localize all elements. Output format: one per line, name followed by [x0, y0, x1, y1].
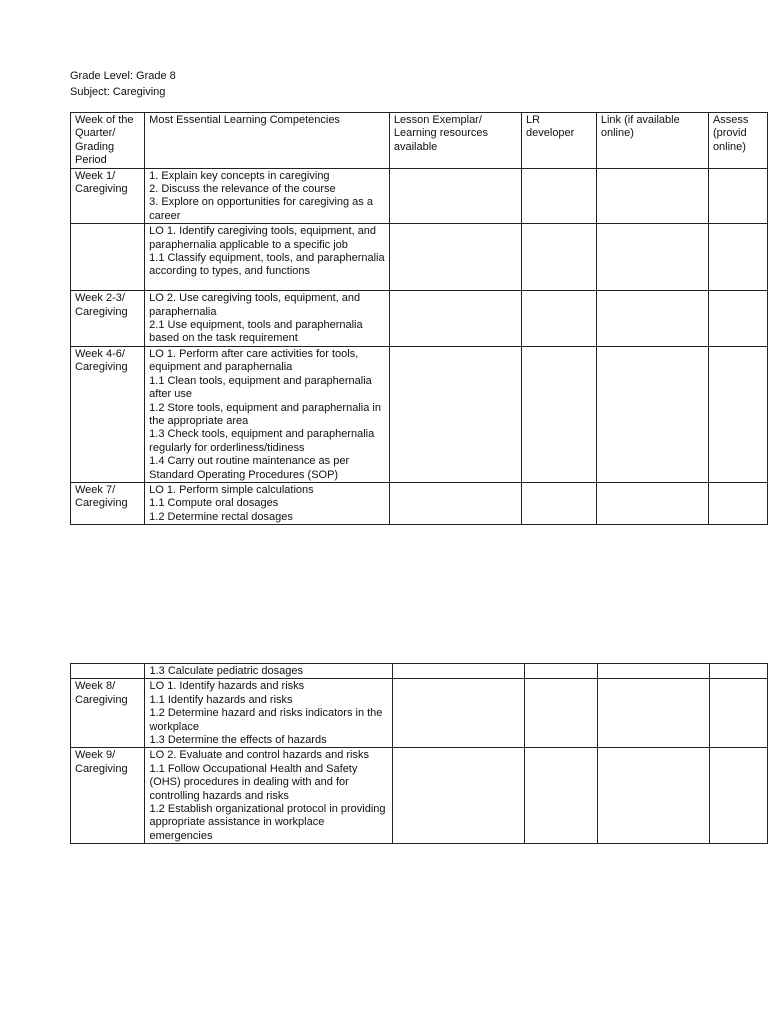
table-header-row [71, 113, 768, 169]
empty-cell [524, 679, 597, 748]
empty-cell [389, 291, 521, 347]
competency-item: 1. Explain key concepts in caregiving [149, 169, 330, 182]
table-row [71, 664, 768, 679]
empty-cell [708, 291, 767, 347]
empty-cell [709, 679, 767, 748]
empty-cell [709, 748, 767, 844]
column-header-competencies: Most Essential Learning Competencies [145, 113, 390, 169]
competencies-cell [145, 748, 392, 844]
table-row [71, 346, 768, 482]
empty-cell [392, 679, 524, 748]
competency-item: 3. Explore on opportunities for caregiving as a career [149, 196, 373, 222]
empty-cell [524, 748, 597, 844]
competency-item: 1.1 Compute oral dosages [149, 497, 279, 510]
empty-cell [389, 224, 521, 291]
column-header-lesson-exemplar: Lesson Exemplar/ Learning resources available [389, 113, 521, 169]
competency-item: 1.2 Store tools, equipment and paraphernalia in the appropriate area [149, 401, 381, 427]
competencies-cell [145, 168, 390, 224]
competencies-cell [145, 679, 392, 748]
empty-cell [522, 224, 597, 291]
table-row [71, 748, 768, 844]
competencies-cell [145, 291, 390, 347]
competency-item: LO 1. Perform simple calculations [149, 483, 314, 496]
empty-cell [392, 664, 524, 679]
competency-item: 1.2 Determine hazard and risks indicators in the workplace [149, 707, 383, 733]
competency-item: 1.1 Identify hazards and risks [149, 693, 293, 706]
competencies-cell [145, 664, 392, 679]
column-header-week: Week of the Quarter/ Grading Period [71, 113, 145, 169]
empty-cell [708, 482, 767, 524]
column-header-assessment: Assess (provid online) [708, 113, 767, 169]
empty-cell [522, 291, 597, 347]
empty-cell [389, 168, 521, 224]
week-cell [71, 224, 145, 291]
competency-item: LO 1. Identify hazards and risks [149, 680, 305, 693]
empty-cell [596, 291, 708, 347]
empty-cell [596, 224, 708, 291]
empty-cell [392, 748, 524, 844]
competency-item: 1.3 Check tools, equipment and paraphernalia regularly for orderliness/tidiness [149, 428, 375, 454]
document-header [70, 69, 176, 100]
week-cell: Week 9/ Caregiving [71, 748, 145, 844]
competency-item: 1.4 Carry out routine maintenance as per Standard Operating Procedures (SOP) [149, 455, 350, 481]
competencies-cell [145, 482, 390, 524]
table-row [71, 679, 768, 748]
week-cell: Week 4-6/ Caregiving [71, 346, 145, 482]
table-row [71, 168, 768, 224]
empty-cell [708, 224, 767, 291]
empty-cell [524, 664, 597, 679]
subject: Subject: Caregiving [70, 85, 166, 98]
table-row [71, 224, 768, 291]
competency-table-page-2 [70, 663, 768, 844]
table-row [71, 291, 768, 347]
week-cell: Week 8/ Caregiving [71, 679, 145, 748]
empty-cell [389, 482, 521, 524]
column-header-link: Link (if available online) [596, 113, 708, 169]
empty-cell [598, 679, 710, 748]
competencies-cell [145, 224, 390, 291]
week-cell [71, 664, 145, 679]
empty-cell [598, 748, 710, 844]
competency-item: LO 1. Perform after care activities for tools, equipment and paraphernalia [149, 347, 359, 374]
competency-table-page-1 [70, 112, 768, 525]
empty-cell [709, 664, 767, 679]
competency-item: 1.1 Follow Occupational Health and Safety (OHS) procedures in dealing with and for controlling hazards and risks [149, 762, 358, 802]
competency-item: 1.3 Calculate pediatric dosages [149, 665, 303, 677]
empty-cell [522, 168, 597, 224]
grade-level: Grade Level: Grade 8 [70, 70, 176, 82]
competency-item: 2.1 Use equipment, tools and paraphernalia based on the task requirement [149, 319, 363, 345]
competencies-cell [145, 346, 390, 482]
week-cell: Week 2-3/ Caregiving [71, 291, 145, 347]
empty-cell [708, 168, 767, 224]
competency-item: 1.3 Determine the effects of hazards [149, 734, 327, 747]
empty-cell [598, 664, 710, 679]
competency-item: 1.1 Clean tools, equipment and paraphernalia after use [149, 374, 372, 401]
week-cell: Week 7/ Caregiving [71, 482, 145, 524]
empty-cell [596, 168, 708, 224]
competency-item: LO 2. Use caregiving tools, equipment, and paraphernalia [149, 292, 361, 318]
empty-cell [522, 346, 597, 482]
competency-item: 1.2 Determine rectal dosages [149, 510, 293, 523]
competency-item: LO 1. Identify caregiving tools, equipment, and paraphernalia applicable to a specific job [149, 225, 377, 251]
competency-item: LO 2. Evaluate and control hazards and risks [149, 749, 369, 762]
empty-cell [522, 482, 597, 524]
week-cell: Week 1/ Caregiving [71, 168, 145, 224]
empty-cell [708, 346, 767, 482]
empty-cell [596, 482, 708, 524]
table-row [71, 482, 768, 524]
competency-item: 1.1 Classify equipment, tools, and paraphernalia according to types, and functions [149, 252, 385, 278]
empty-cell [596, 346, 708, 482]
empty-cell [389, 346, 521, 482]
competency-item: 1.2 Establish organizational protocol in providing appropriate assistance in workplace emergencies [149, 803, 386, 842]
column-header-lr-developer: LR developer [522, 113, 597, 169]
competency-item: 2. Discuss the relevance of the course [149, 183, 336, 196]
